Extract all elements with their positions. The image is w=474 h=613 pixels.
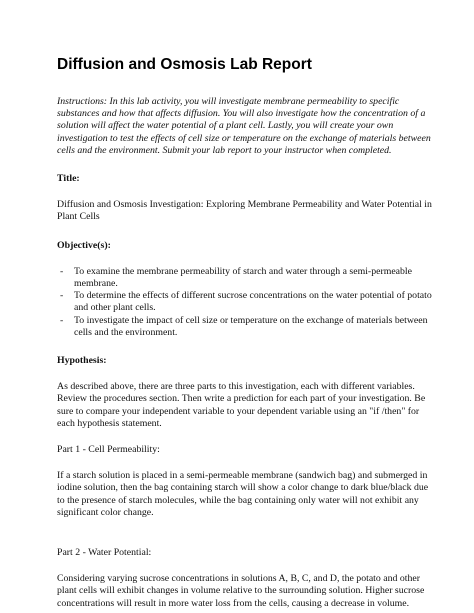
bullet-dash: - — [60, 314, 64, 326]
objective-text: To determine the effects of different sucrose concentrations on the water potential of potato and other plant cells. — [74, 290, 432, 314]
part2-label: Part 2 - Water Potential: — [57, 547, 152, 559]
hypothesis-heading: Hypothesis: — [57, 355, 107, 367]
objective-item — [57, 315, 434, 339]
objective-text: To examine the membrane permeability of starch and water through a semi-permeable membrane. — [74, 265, 412, 290]
part1-text: If a starch solution is placed in a semi-permeable membrane (sandwich bag) and submerged in iodine solution, then the bag containing starch will show a color change to dark blue/black due to the presence of starch molecules, while the bag containing only water will not exhibit any significant color change. — [57, 470, 429, 518]
objective-text: To investigate the impact of cell size or temperature on the exchange of materials between cells and the environment. — [74, 314, 428, 338]
objectives-list — [57, 266, 434, 339]
part2-text: Considering varying sucrose concentrations in solutions A, B, C, and D, the potato and other plant cells will exhibit changes in volume relative to the surrounding solution. Higher sucrose concentrations will result in more water loss from the cells, causing a decrease in volume. — [57, 573, 425, 609]
title-text: Diffusion and Osmosis Investigation: Exploring Membrane Permeability and Water Potential in Plant Cells — [57, 199, 432, 223]
objective-item — [57, 266, 434, 290]
objectives-heading: Objective(s): — [57, 239, 111, 251]
bullet-dash: - — [60, 265, 64, 277]
instructions-paragraph: Instructions: In this lab activity, you will investigate membrane permeability to specific substances and how that affects diffusion. You will also investigate how the concentration of a solution will affect the water potential of a plant cell. Lastly, you will create your own investigation to test the effects of cell size or temperature on the exchange of materials between cells and the environment. Submit your lab report to your instructor when completed. — [57, 96, 431, 156]
bullet-dash: - — [60, 290, 64, 302]
title-heading: Title: — [57, 173, 80, 185]
part1-label: Part 1 - Cell Permeability: — [57, 444, 160, 456]
hypothesis-intro: As described above, there are three parts to this investigation, each with different variables. Review the procedures section. Then write a prediction for each part of your investigation. Be sure to compare your independent variable to your dependent variable using an "if /then" for each hypothesis statement. — [57, 381, 426, 429]
document-title: Diffusion and Osmosis Lab Report — [57, 56, 312, 73]
objective-item — [57, 290, 434, 314]
